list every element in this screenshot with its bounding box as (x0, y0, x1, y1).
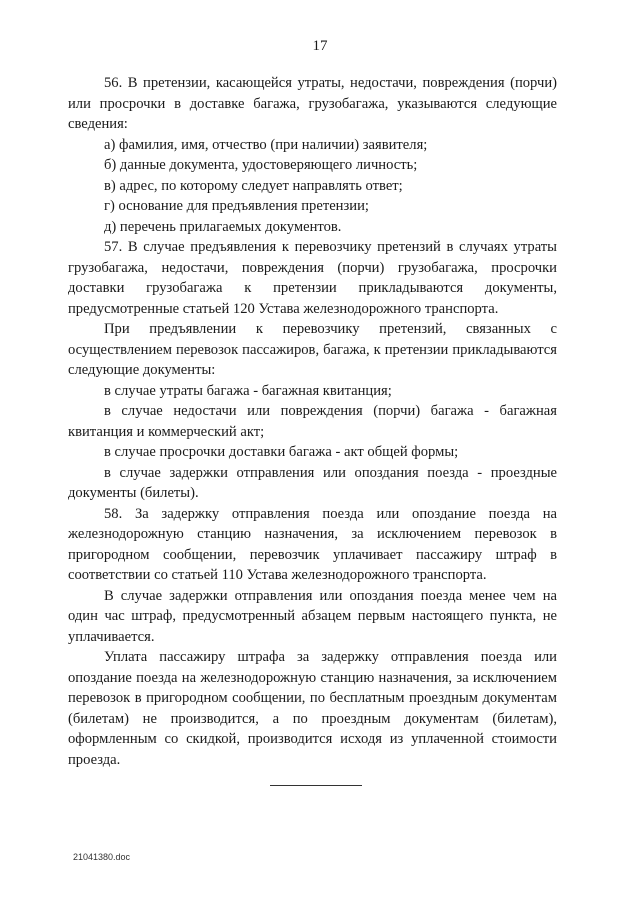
paragraph-57-passengers: При предъявлении к перевозчику претензий, связанных с осуществлением перевозок пассажиров, багажа, к претензии прикладываются следующие документы: (68, 321, 557, 378)
paragraph-56: 56. В претензии, касающейся утраты, недостачи, повреждения (порчи) или просрочки в доставке багажа, грузобагажа, указываются следующие сведения: (68, 75, 557, 132)
list-item-a: а) фамилия, имя, отчество (при наличии) заявителя; (104, 136, 428, 153)
list-item-train-delay: в случае задержки отправления или опоздания поезда - проездные документы (билеты). (68, 464, 557, 501)
paragraph-58-free-tickets: Уплата пассажиру штрафа за задержку отправления поезда или опоздание поезда на железнодорожную станцию назначения, за исключением перевозок в пригородном сообщении, по бесплатным проездным документам (билетам) не производится, а по проездным документам (билетам), оформленным со скидкой, производится исходя из уплаченной стоимости проезда. (68, 649, 557, 768)
list-item-b: б) данные документа, удостоверяющего личность; (104, 157, 418, 173)
list-item-d: д) перечень прилагаемых документов. (104, 218, 342, 235)
list-item-delay-delivery: в случае просрочки доставки багажа - акт общей формы; (104, 444, 459, 460)
document-body (68, 73, 557, 770)
paragraph-58: 58. За задержку отправления поезда или опоздание поезда на железнодорожную станцию назначения, за исключением перевозок в пригородном сообщении, перевозчик уплачивает пассажиру штраф в соответствии со статьей 110 Устава железнодорожного транспорта. (68, 505, 557, 583)
footer-filename: 21041380.doc (73, 852, 131, 862)
list-item-v: в) адрес, по которому следует направлять ответ; (104, 177, 403, 194)
list-item-loss: в случае утраты багажа - багажная квитанция; (104, 382, 392, 399)
page-number: 17 (312, 38, 328, 54)
list-item-g: г) основание для предъявления претензии; (104, 198, 369, 214)
end-divider (270, 785, 362, 786)
paragraph-57: 57. В случае предъявления к перевозчику претензий в случаях утраты грузобагажа, недостачи, повреждения (порчи) грузобагажа, просрочки доставки грузобагажа к претензии прикладываются документы, предусмотренные статьей 120 Устава железнодорожного транспорта. (68, 239, 557, 317)
list-item-damage: в случае недостачи или повреждения (порчи) багажа - багажная квитанция и коммерческий акт; (68, 403, 557, 440)
paragraph-58-under-hour: В случае задержки отправления или опоздания поезда менее чем на один час штраф, предусмотренный абзацем первым настоящего пункта, не уплачивается. (68, 587, 557, 645)
